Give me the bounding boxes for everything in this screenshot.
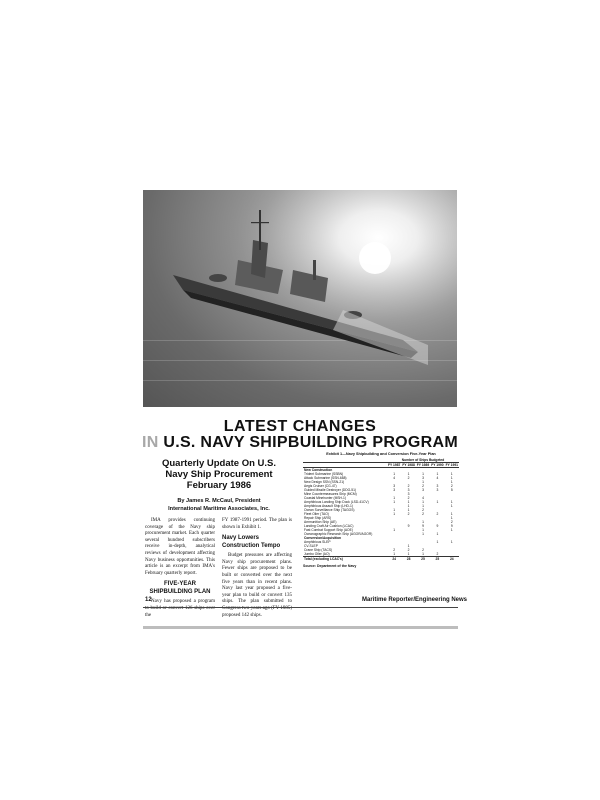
ship-count-cell: 1	[393, 552, 396, 556]
ship-type-cell: Ocean Surveillance Ship (TAGOS)	[304, 508, 355, 512]
ship-count-cell: 1	[450, 512, 453, 516]
article-column-1	[145, 518, 215, 621]
page-number: 12	[145, 597, 152, 603]
bottom-rule	[143, 626, 458, 629]
ship-type-cell: Repair Ship (ARS)	[304, 516, 332, 520]
article-deck	[145, 458, 293, 491]
ship-count-cell: 24	[445, 557, 459, 562]
ship-type-cell: Amphibious Assault Ship (LHD-1)	[304, 504, 353, 508]
ship-count-cell: 1	[422, 520, 424, 524]
ship-count-cell: 1	[450, 504, 453, 508]
deck-line2: Navy Ship Procurement	[165, 469, 273, 480]
year-header: FY 1987	[387, 463, 401, 467]
ship-type-cell: Conversion/Acquisition	[304, 536, 342, 540]
ship-count-cell: 1	[393, 500, 396, 504]
paragraph: FY 1987-1991 period. The plan is shown in Exhibit 1.	[222, 518, 292, 530]
ship-type-cell: Mine Countermeasures Ship (MCM)	[304, 492, 357, 496]
ship-count-cell: 2	[450, 520, 453, 524]
ship-type-cell: Attack Submarine (SSN-688)	[304, 476, 347, 480]
ship-count-cell: 2	[436, 552, 439, 556]
ship-count-cell: 1	[450, 480, 453, 484]
year-header: FY 1991	[445, 463, 458, 467]
ship-count-cell: 3	[407, 492, 410, 496]
ship-count-cell: 9	[407, 524, 410, 528]
byline	[145, 497, 293, 513]
paragraph: IMA provides continuing coverage of the Navy ship procurement market. Each quarter several hundred subscribers receive in-depth, analytical reviews of development affecting Navy business opportunities. This article is an excerpt from IMA's February quarterly report.	[145, 518, 215, 576]
ship-count-cell: 1	[450, 528, 453, 532]
ship-count-cell: 3	[393, 488, 396, 492]
ship-count-cell: 1	[450, 476, 453, 480]
paragraph: Navy has proposed a program to build or convert 126 ships over the	[145, 599, 215, 618]
ship-count-cell: 1	[393, 496, 396, 500]
ship-count-cell: 1	[407, 500, 410, 504]
ship-count-cell: 1	[407, 472, 410, 476]
ship-type-cell: New Construction	[304, 468, 333, 472]
battleship-photo	[143, 190, 457, 407]
ship-count-cell: 1	[436, 500, 439, 504]
ship-count-cell: 2	[407, 512, 410, 516]
ship-count-cell: 1	[436, 472, 439, 476]
ship-count-cell: 3	[393, 484, 396, 488]
ship-count-cell: 1	[422, 500, 424, 504]
exhibit-1	[303, 452, 459, 568]
ship-count-cell: 1	[422, 552, 424, 556]
ship-type-cell: CV-SLEP	[304, 544, 318, 548]
ship-count-cell: 5	[450, 488, 453, 492]
battleship-illustration	[143, 190, 457, 407]
year-header: FY 1990	[431, 463, 444, 467]
ship-count-cell: 1	[407, 552, 410, 556]
ship-type-cell: Fast Combat Support Ship (AOE)	[304, 528, 353, 532]
article-column-2	[222, 518, 292, 621]
ship-count-cell: 2	[407, 476, 410, 480]
section-heading-line2: Construction Tempo	[222, 543, 281, 550]
paragraph: Budget pressures are affecting Navy ship procurement plans. Fewer ships are proposed to be built or converted over the next five years than in recent plans. Navy last year proposed a five-year plan to build or convert 135 ships. The plan submitted to Congress two years ago (FY 1985) proposed 142 ships.	[222, 553, 292, 618]
ship-type-cell: Amphibious SLEP	[304, 540, 331, 544]
exhibit-source: Source: Department of the Navy	[303, 564, 357, 568]
ship-count-cell: 25	[430, 557, 444, 562]
exhibit-title: Exhibit 1—Navy Shipbuilding and Conversion Five-Year Plan	[326, 452, 436, 456]
ship-count-cell: 9	[450, 524, 453, 528]
ship-count-cell: 1	[436, 532, 439, 536]
ship-count-cell: 1	[393, 472, 396, 476]
ship-count-cell: 1	[407, 508, 410, 512]
ship-count-cell: 1	[407, 504, 410, 508]
headline-line2	[0, 434, 600, 452]
ship-count-cell: 2	[407, 496, 410, 500]
ship-count-cell: 25	[416, 557, 430, 562]
ship-type-cell: Jumbo Oiler (AO)	[304, 552, 330, 556]
ship-count-cell: 28	[401, 557, 415, 562]
byline-author: By James R. McCaul, President	[177, 498, 261, 504]
byline-affiliation: International Maritime Associates, Inc.	[168, 506, 270, 512]
deck-line1: Quarterly Update On U.S.	[161, 458, 277, 469]
ship-count-cell: 1	[450, 472, 453, 476]
ship-count-cell: 1	[422, 528, 424, 532]
footer-rule	[143, 607, 458, 608]
ship-count-cell: 24	[387, 557, 401, 562]
ship-count-cell: 2	[393, 548, 396, 552]
ship-count-cell: 4	[436, 476, 439, 480]
section-heading-line1: Navy Lowers	[222, 535, 260, 542]
year-header: FY 1988	[402, 463, 415, 467]
ship-type-cell: Coastal Minehunter (MSH-1)	[304, 496, 346, 500]
deck-line3: February 1986	[186, 480, 252, 491]
table-group-header: Number of Ships Budgeted	[387, 458, 459, 463]
section-heading	[222, 534, 292, 550]
ship-type-cell: Total (excluding LCAC's)	[303, 557, 387, 562]
ship-type-cell: Oceanographic Research Ship (AGOR/AGOR)	[304, 532, 373, 536]
ship-count-cell: 1	[450, 516, 453, 520]
ship-count-cell: 3	[422, 488, 424, 492]
table-row	[303, 557, 459, 562]
section-heading: FIVE-YEAR SHIPBUILDING PLAN	[149, 581, 211, 596]
ship-count-cell: 2	[422, 548, 424, 552]
ship-count-cell: 1	[393, 508, 396, 512]
ship-count-cell: 9	[436, 524, 439, 528]
publication-name: Maritime Reporter/Engineering News	[362, 597, 468, 603]
ship-count-cell: 2	[450, 484, 453, 488]
ship-count-cell: 1	[422, 480, 424, 484]
ship-count-cell: 1	[393, 512, 396, 516]
headline-main: U.S. NAVY SHIPBUILDING PROGRAM	[163, 434, 458, 451]
year-header: FY 1989	[416, 463, 430, 467]
ship-count-cell: 2	[436, 512, 439, 516]
ship-count-cell: 9	[422, 524, 424, 528]
ship-type-cell: Fleet Oiler (TAO)	[304, 512, 329, 516]
ship-count-cell: 3	[436, 488, 439, 492]
ship-count-cell: 2	[422, 512, 424, 516]
ship-type-cell: Trident Submarine (SSBN)	[304, 472, 344, 476]
ship-count-cell: 4	[393, 476, 396, 480]
ship-count-cell: 2	[407, 548, 410, 552]
ship-count-cell: 1	[450, 540, 453, 544]
ship-type-cell: New Design SSN (SSN-21)	[304, 480, 345, 484]
ship-count-cell: 3	[436, 484, 439, 488]
ship-count-cell: 1	[436, 540, 439, 544]
ship-count-cell: 1	[422, 472, 424, 476]
ship-count-cell: 1	[422, 504, 424, 508]
shipbuilding-table	[303, 458, 459, 561]
ship-type-cell: Guided Missile Destroyer (DDG-51)	[304, 488, 357, 492]
ship-type-cell: Landing Craft Air Cushion (LCAC)	[304, 524, 354, 528]
ship-count-cell: 2	[407, 484, 410, 488]
ship-type-cell: Amphibious Landing Ship Dock (LSD-41CV)	[304, 500, 369, 504]
ship-count-cell: 3	[422, 476, 424, 480]
ship-count-cell: 1	[407, 544, 410, 548]
ship-type-cell: Crane Ship (TACS)	[304, 548, 333, 552]
headline-prefix: IN	[141, 434, 159, 451]
ship-count-cell: 3	[407, 488, 410, 492]
ship-count-cell: 1	[393, 528, 396, 532]
ship-count-cell: 2	[422, 484, 424, 488]
ship-type-cell: Ammunition Ship (AE)	[304, 520, 337, 524]
ship-count-cell: 1	[450, 500, 453, 504]
ship-count-cell: 2	[422, 508, 424, 512]
ship-count-cell: 4	[422, 496, 424, 500]
ship-type-cell: Aegis Cruiser (CG-47)	[304, 484, 337, 488]
ship-count-cell: 1	[422, 532, 424, 536]
headline-line1: LATEST CHANGES	[223, 418, 377, 435]
